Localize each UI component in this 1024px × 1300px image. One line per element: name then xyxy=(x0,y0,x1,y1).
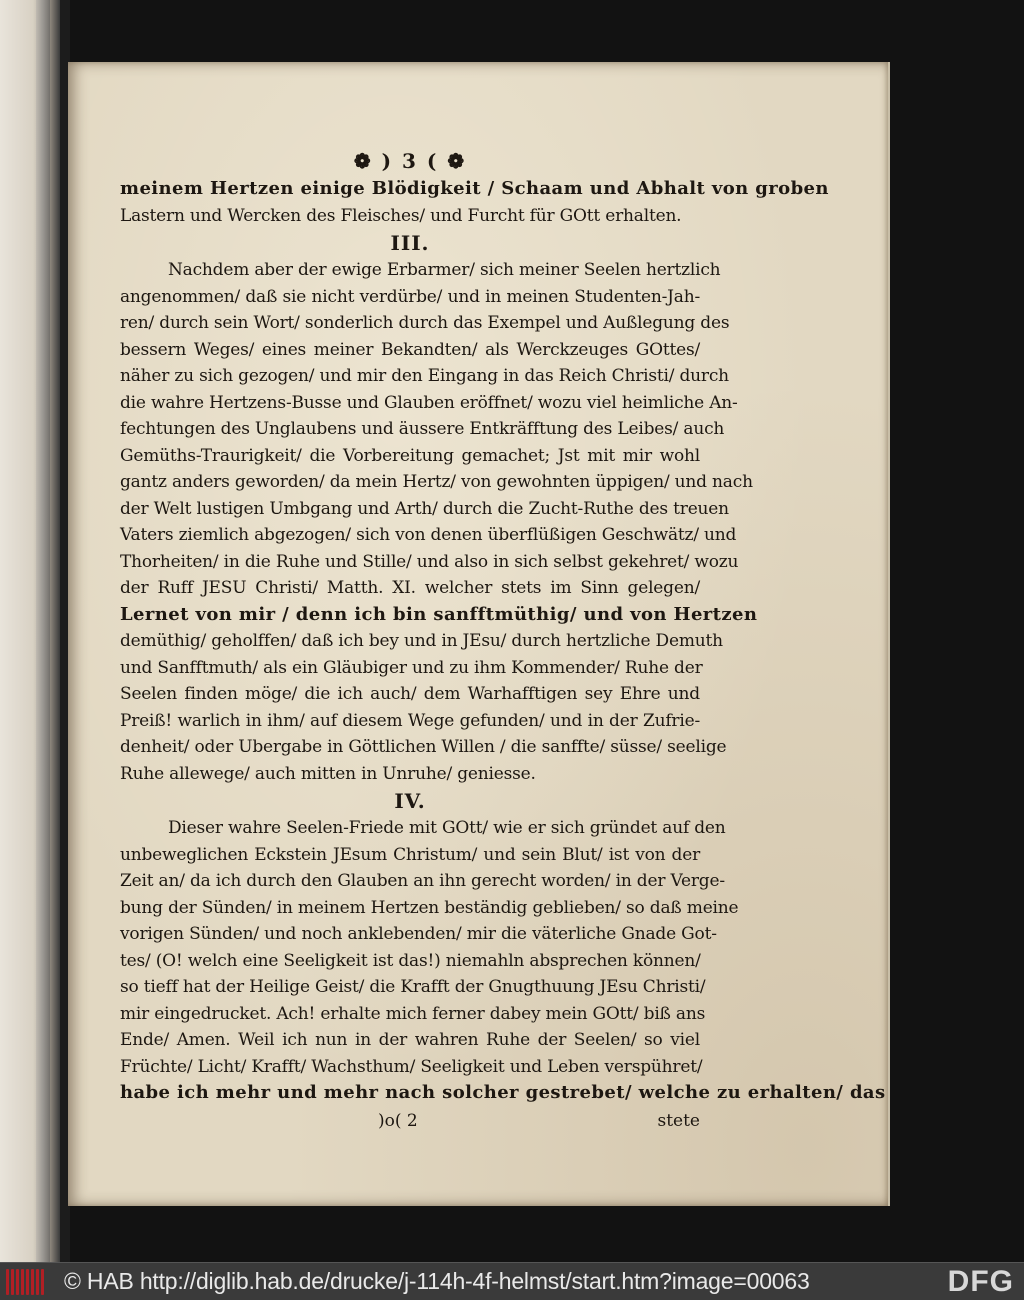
text-line: und Sanfftmuth/ als ein Gläubiger und zu ihm Kommender/ Ruhe der xyxy=(120,657,703,678)
dfg-logo[interactable]: DFG xyxy=(947,1265,1014,1298)
text-line: so tieff hat der Heilige Geist/ die Krafft der Gnugthuung JEsu Christi/ xyxy=(120,977,706,997)
text-line: Preiß! warlich in ihm/ auf diesem Wege gefunden/ und in der Zufrie- xyxy=(120,710,700,731)
signature-mark: )o( 2 xyxy=(378,1110,418,1131)
page-text-block xyxy=(120,146,886,1135)
text-line: ren/ durch sein Wort/ sonderlich durch das Exempel und Außlegung des xyxy=(120,313,730,333)
page-footer xyxy=(120,1107,700,1135)
text-line: tes/ (O! welch eine Seeligkeit ist das!) niemahln absprechen können/ xyxy=(120,950,701,971)
text-line: vorigen Sünden/ und noch anklebenden/ mir die väterliche Gnade Got- xyxy=(120,924,717,944)
footer-bar xyxy=(0,1262,1024,1300)
text-line: gantz anders geworden/ da mein Hertz/ von gewohnten üppigen/ und nach xyxy=(120,472,753,492)
text-line: bessern Weges/ eines meiner Bekandten/ als Werckzeuges GOttes/ xyxy=(120,339,700,360)
hab-logo-bar xyxy=(36,1269,39,1295)
text-lines xyxy=(120,176,886,1107)
text-line: unbeweglichen Eckstein JEsum Christum/ und sein Blut/ ist von der xyxy=(120,844,700,865)
text-line: meinem Hertzen einige Blödigkeit / Schaam und Abhalt von groben xyxy=(120,178,829,199)
text-line: die wahre Hertzens-Busse und Glauben eröffnet/ wozu viel heimliche An- xyxy=(120,392,738,413)
text-line: Vaters ziemlich abgezogen/ sich von denen überflüßigen Geschwätz/ und xyxy=(120,525,737,545)
hab-logo-bar xyxy=(41,1269,44,1295)
text-line: Dieser wahre Seelen-Friede mit GOtt/ wie er sich gründet auf den xyxy=(168,818,726,838)
text-line: Nachdem aber der ewige Erbarmer/ sich meiner Seelen hertzlich xyxy=(168,260,721,280)
page-edge-shadow xyxy=(36,0,50,1262)
hab-logo-bar xyxy=(16,1269,19,1295)
text-line: angenommen/ daß sie nicht verdürbe/ und in meinen Studenten-Jah- xyxy=(120,286,700,307)
hab-logo-bar xyxy=(6,1269,9,1295)
hab-logo-icon[interactable] xyxy=(6,1269,48,1295)
hab-logo-bar xyxy=(11,1269,14,1295)
hab-logo-bar xyxy=(26,1269,29,1295)
text-line: Lastern und Wercken des Fleisches/ und Furcht für GOtt erhalten. xyxy=(120,205,682,226)
catchword: stete xyxy=(657,1110,700,1131)
copyright-url-text[interactable]: © HAB http://diglib.hab.de/drucke/j-114h-4f-helmst/start.htm?image=00063 xyxy=(64,1268,810,1294)
hab-logo-bar xyxy=(31,1269,34,1295)
text-line: mir eingedrucket. Ach! erhalte mich ferner dabey mein GOtt/ biß ans xyxy=(120,1003,706,1024)
section-heading: III. xyxy=(390,231,430,255)
text-line: demüthig/ geholffen/ daß ich bey und in JEsu/ durch hertzliche Demuth xyxy=(120,631,723,651)
text-line: der Welt lustigen Umbgang und Arth/ durch die Zucht-Ruthe des treuen xyxy=(120,498,729,519)
page-number-header: ❁ ) 3 ( ❁ xyxy=(353,149,467,173)
previous-page-edge xyxy=(0,0,60,1262)
text-line: Gemüths-Traurigkeit/ die Vorbereitung gemachet; Jst mit mir wohl xyxy=(120,445,700,466)
hab-logo-bar xyxy=(21,1269,24,1295)
text-line: bung der Sünden/ in meinem Hertzen beständig geblieben/ so daß meine xyxy=(120,897,739,918)
text-line: Lernet von mir / denn ich bin sanfftmüthig/ und von Hertzen xyxy=(120,603,758,625)
text-line: denheit/ oder Ubergabe in Göttlichen Willen / die sanffte/ süsse/ seelige xyxy=(120,737,727,757)
text-line: Ruhe allewege/ auch mitten in Unruhe/ geniesse. xyxy=(120,763,536,784)
text-line: näher zu sich gezogen/ und mir den Eingang in das Reich Christi/ durch xyxy=(120,366,729,386)
text-line: Früchte/ Licht/ Krafft/ Wachsthum/ Seeligkeit und Leben verspühret/ xyxy=(120,1056,703,1077)
section-heading: IV. xyxy=(394,789,426,813)
text-line: Seelen finden möge/ die ich auch/ dem Warhafftigen sey Ehre und xyxy=(120,684,700,704)
text-line: fechtungen des Unglaubens und äussere Entkräfftung des Leibes/ auch xyxy=(120,419,725,439)
text-line: Zeit an/ da ich durch den Glauben an ihn gerecht worden/ in der Verge- xyxy=(120,871,725,891)
text-line: habe ich mehr und mehr nach solcher gestrebet/ welche zu erhalten/ das xyxy=(120,1082,886,1103)
book-page xyxy=(68,62,890,1206)
text-line: Ende/ Amen. Weil ich nun in der wahren Ruhe der Seelen/ so viel xyxy=(120,1030,700,1050)
text-line: der Ruff JESU Christi/ Matth. XI. welcher stets im Sinn gelegen/ xyxy=(120,578,700,598)
text-line: Thorheiten/ in die Ruhe und Stille/ und also in sich selbst gekehret/ wozu xyxy=(120,551,739,572)
